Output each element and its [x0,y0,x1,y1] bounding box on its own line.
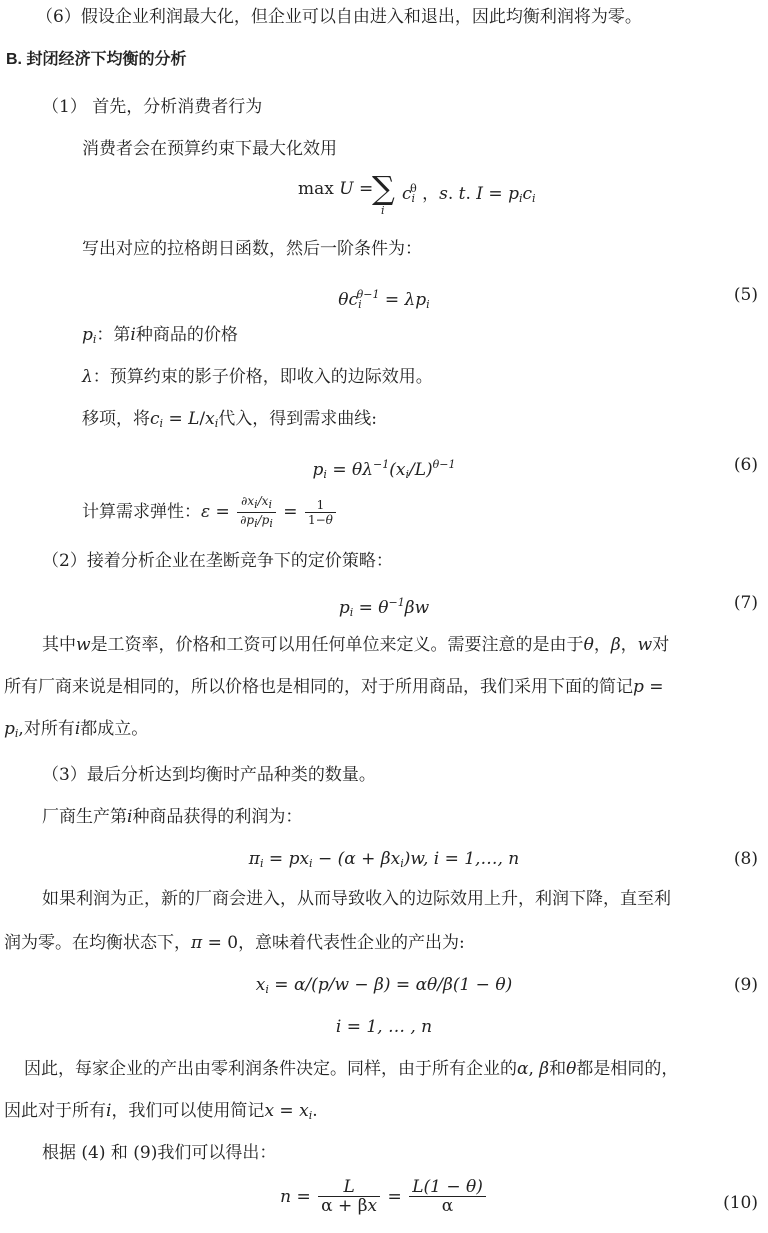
wage-paragraph-line-2: 所有厂商来说是相同的，所以价格也是相同的，对于所用商品，我们采用下面的简记p = [4,677,664,697]
equation-utility-max: max U = ∑ i $c_i^\theta$ ，s. t. $I = p_ic_i$ [298,169,536,217]
equation-6: $p_i = \theta\lambda^{-1}(x_i/L)^{\theta-1}$ (6) [0,448,768,488]
step-3-heading: （3）最后分析达到均衡时产品种类的数量。 [42,765,376,785]
equation-number-8: (8) [733,849,758,869]
equation-number-5: (5) [733,285,758,305]
section-heading-b: B. 封闭经济下均衡的分析 [6,51,187,68]
paragraph-assumption-6: （6）假设企业利润最大化，但企业可以自由进入和退出，因此均衡利润将为零。 [36,7,642,27]
equation-number-6: (6) [733,455,758,475]
wage-paragraph-line-3: $p_i$,对所有i都成立。 [4,719,149,740]
consumer-intro: 消费者会在预算约束下最大化效用 [82,139,337,159]
entry-paragraph-line-1: 如果利润为正，新的厂商会进入，从而导致收入的边际效用上升，利润下降，直至利 [42,889,671,909]
equation-10: n = $\frac{L}{\alpha + \beta x}$ = $\frac{L(1 - \theta)}{\alpha}$ (10) [280,1177,758,1216]
derivation-intro: 根据 (4) 和 (9)我们可以得出： [42,1143,277,1163]
entry-paragraph-line-2: 润为零。在均衡状态下，π = 0，意味着代表性企业的产出为: [4,933,465,953]
output-paragraph-line-2: 因此对于所有i，我们可以使用简记$x = x_i$. [4,1101,318,1122]
wage-paragraph-line-1: 其中w是工资率，价格和工资可以用任何单位来定义。需要注意的是由于θ，β，w对 [42,635,670,655]
definition-lambda: λ：预算约束的影子价格，即收入的边际效用。 [82,367,433,387]
step-2-heading: （2）接着分析企业在垄断竞争下的定价策略： [42,551,393,571]
substitution-text: 移项，将$c_i = L/x_i$代入，得到需求曲线: [82,409,378,430]
equation-number-7: (7) [733,593,758,613]
output-paragraph-line-1: 因此，每家企业的产出由零利润条件决定。同样，由于所有企业的α, β和θ都是相同的， [24,1059,679,1079]
step-1-heading: （1） 首先，分析消费者行为 [42,97,263,117]
equation-9-range: i = 1, … , n [335,1017,433,1037]
elasticity-line: 计算需求弹性：ε = $\frac{\partial x_i/x_i}{\partial p_i/p_i}$ = $\frac{1}{1-\theta}$ [82,494,338,531]
equation-9: $x_i = \alpha/(p/w - \beta) = \alpha\theta/\beta(1 - \theta)$ (9) [0,970,768,1010]
equation-7: $p_i = \theta^{-1}\beta w$ (7) [0,588,768,628]
lagrange-intro: 写出对应的拉格朗日函数，然后一阶条件为： [82,239,422,259]
equation-5: $\theta c_i^{\theta-1} = \lambda p_i$ (5) [0,278,768,318]
equation-8: $\pi_i = px_i - (\alpha + \beta x_i)w$, i = 1,…, n (8) [0,844,768,884]
definition-p-i: $p_i$：第i种商品的价格 [82,325,238,346]
equation-number-9: (9) [733,975,758,995]
equation-number-10: (10) [723,1193,758,1213]
summation-symbol: ∑ i [372,169,395,217]
profit-intro: 厂商生产第i种商品获得的利润为： [42,807,303,827]
